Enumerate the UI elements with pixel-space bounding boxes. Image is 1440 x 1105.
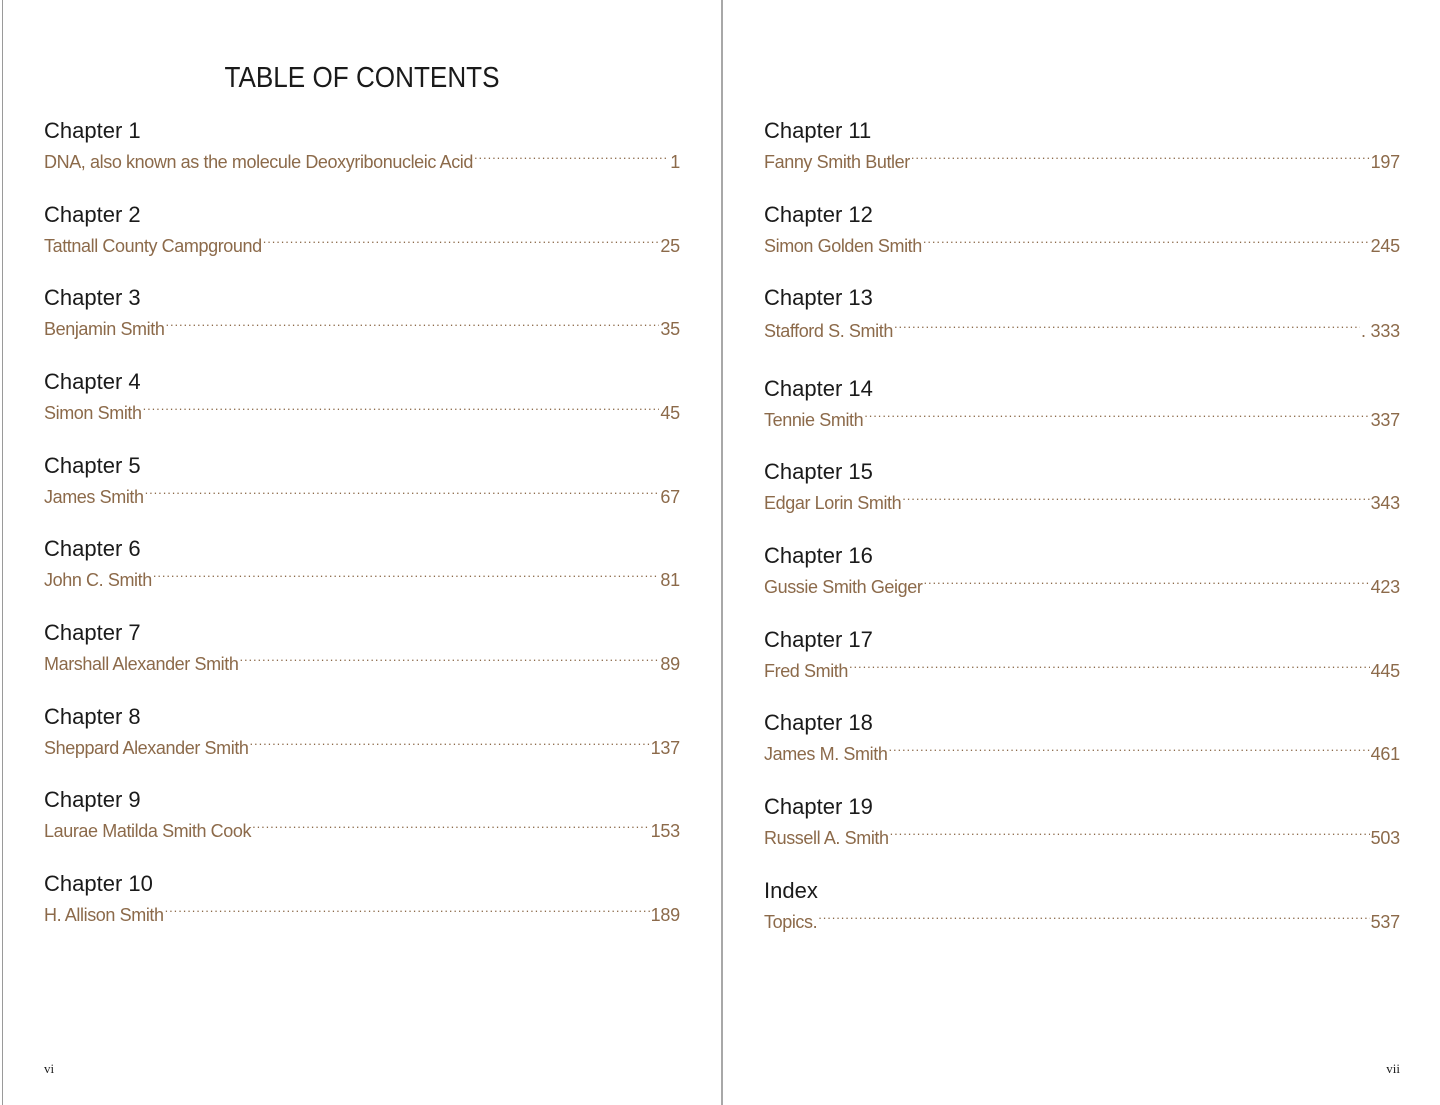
chapter-title: Russell A. Smith xyxy=(764,828,889,848)
page-number: 137 xyxy=(650,738,680,758)
toc-entry xyxy=(44,285,680,340)
dot-leader xyxy=(153,564,660,586)
dot-leader xyxy=(818,906,1369,928)
chapter-label: Chapter 13 xyxy=(764,285,873,310)
page-number: 153 xyxy=(650,821,680,841)
chapter-label: Chapter 9 xyxy=(44,787,141,812)
chapter-label: Chapter 5 xyxy=(44,453,141,478)
page-number: 245 xyxy=(1370,236,1400,256)
dot-leader xyxy=(145,481,660,503)
chapter-title: Benjamin Smith xyxy=(44,319,165,339)
chapter-label: Chapter 10 xyxy=(44,871,153,896)
chapter-label: Chapter 17 xyxy=(764,627,873,652)
chapter-title: Fred Smith xyxy=(764,661,849,681)
dot-leader xyxy=(165,899,650,921)
chapter-label: Chapter 7 xyxy=(44,620,141,645)
toc-entry-line[interactable] xyxy=(44,899,680,926)
page-number: 81 xyxy=(660,570,680,590)
toc-entry xyxy=(44,787,680,842)
toc-entry-line[interactable] xyxy=(764,404,1400,431)
chapter-title: H. Allison Smith xyxy=(44,905,164,925)
toc-entry xyxy=(44,620,680,675)
toc-entry-line[interactable] xyxy=(764,655,1400,682)
page-number: . 333 xyxy=(1360,321,1400,341)
toc-entry-line[interactable] xyxy=(764,315,1400,342)
toc-entry-line[interactable] xyxy=(44,732,680,759)
dot-leader xyxy=(923,230,1370,252)
dot-leader xyxy=(250,732,650,754)
page-folio: vii xyxy=(1386,1061,1400,1076)
toc-entry-line[interactable] xyxy=(764,906,1400,933)
page-number: 89 xyxy=(660,654,680,674)
toc-entry-line[interactable] xyxy=(44,397,680,424)
chapter-label: Chapter 15 xyxy=(764,459,873,484)
toc-entry xyxy=(44,453,680,508)
toc-entry xyxy=(764,459,1400,514)
page-number: 537 xyxy=(1370,912,1400,932)
chapter-title: Tennie Smith xyxy=(764,410,864,430)
chapter-title: Simon Smith xyxy=(44,403,142,423)
toc-entry xyxy=(44,118,680,173)
dot-leader xyxy=(474,146,669,168)
dot-leader xyxy=(923,571,1369,593)
dot-leader xyxy=(849,655,1370,677)
toc-entry xyxy=(764,878,1400,933)
toc-entry-line[interactable] xyxy=(764,738,1400,765)
chapter-title: Simon Golden Smith xyxy=(764,236,922,256)
dot-leader xyxy=(263,230,660,252)
chapter-title: John C. Smith xyxy=(44,570,152,590)
chapter-label: Chapter 6 xyxy=(44,536,141,561)
chapter-label: Chapter 14 xyxy=(764,376,873,401)
chapter-title: Stafford S. Smith xyxy=(764,321,893,341)
toc-heading: TABLE OF CONTENTS xyxy=(224,62,500,94)
page-number: 337 xyxy=(1370,410,1400,430)
toc-entry-line[interactable] xyxy=(44,648,680,675)
toc-entry-line[interactable] xyxy=(764,487,1400,514)
chapter-label: Chapter 2 xyxy=(44,202,141,227)
chapter-title: James M. Smith xyxy=(764,744,888,764)
toc-entry xyxy=(44,704,680,759)
chapter-label: Chapter 8 xyxy=(44,704,141,729)
page-number: 445 xyxy=(1370,661,1400,681)
dot-leader xyxy=(890,822,1370,844)
dot-leader xyxy=(894,315,1360,337)
page-number: 343 xyxy=(1370,493,1400,513)
toc-entry xyxy=(764,285,1400,342)
chapter-label: Chapter 18 xyxy=(764,710,873,735)
page-number: 67 xyxy=(660,487,680,507)
toc-entry-line[interactable] xyxy=(44,230,680,257)
page-number: 197 xyxy=(1370,152,1400,172)
chapter-title: Edgar Lorin Smith xyxy=(764,493,902,513)
dot-leader xyxy=(252,815,649,837)
toc-entry xyxy=(764,794,1400,849)
page-number: 503 xyxy=(1370,828,1400,848)
toc-entry xyxy=(764,627,1400,682)
chapter-title: Sheppard Alexander Smith xyxy=(44,738,249,758)
chapter-title: Gussie Smith Geiger xyxy=(764,577,923,597)
page-number: 1 xyxy=(670,152,680,172)
toc-entry-line[interactable] xyxy=(764,230,1400,257)
page-number: 461 xyxy=(1370,744,1400,764)
toc-entry xyxy=(764,118,1400,173)
toc-entry-line[interactable] xyxy=(44,146,680,173)
page-number: 35 xyxy=(660,319,680,339)
page-number: 423 xyxy=(1370,577,1400,597)
toc-entry-line[interactable] xyxy=(764,822,1400,849)
toc-entry-line[interactable] xyxy=(44,815,680,842)
toc-entry-line[interactable] xyxy=(44,564,680,591)
chapter-title: Topics. xyxy=(764,912,818,932)
page-number: 45 xyxy=(660,403,680,423)
dot-leader xyxy=(240,648,660,670)
chapter-label: Chapter 19 xyxy=(764,794,873,819)
book-gutter xyxy=(721,0,723,1105)
left-page xyxy=(44,0,680,1105)
dot-leader xyxy=(864,404,1369,426)
chapter-title: DNA, also known as the molecule Deoxyribonucleic Acid xyxy=(44,152,474,172)
page-number: 25 xyxy=(660,236,680,256)
chapter-label: Chapter 16 xyxy=(764,543,873,568)
dot-leader xyxy=(165,313,659,335)
toc-entry-line[interactable] xyxy=(764,571,1400,598)
dot-leader xyxy=(911,146,1370,168)
toc-entry-line[interactable] xyxy=(44,313,680,340)
dot-leader xyxy=(143,397,660,419)
toc-entry-line[interactable] xyxy=(764,146,1400,173)
chapter-label: Chapter 3 xyxy=(44,285,141,310)
toc-entry xyxy=(764,202,1400,257)
toc-entry xyxy=(764,376,1400,431)
chapter-title: Marshall Alexander Smith xyxy=(44,654,239,674)
toc-entry-line[interactable] xyxy=(44,481,680,508)
toc-entry xyxy=(44,536,680,591)
chapter-label: Chapter 12 xyxy=(764,202,873,227)
toc-entry xyxy=(44,202,680,257)
page-edge xyxy=(2,0,3,1105)
chapter-title: Fanny Smith Butler xyxy=(764,152,910,172)
index-label: Index xyxy=(764,878,818,903)
dot-leader xyxy=(888,738,1369,760)
toc-entry xyxy=(44,871,680,926)
chapter-title: James Smith xyxy=(44,487,144,507)
chapter-label: Chapter 4 xyxy=(44,369,141,394)
chapter-title: Laurae Matilda Smith Cook xyxy=(44,821,252,841)
chapter-label: Chapter 11 xyxy=(764,118,872,143)
chapter-title: Tattnall County Campground xyxy=(44,236,262,256)
dot-leader xyxy=(902,487,1369,509)
page-number: 189 xyxy=(650,905,680,925)
chapter-label: Chapter 1 xyxy=(44,118,141,143)
right-page xyxy=(764,0,1400,1105)
toc-entry xyxy=(764,543,1400,598)
toc-entry xyxy=(44,369,680,424)
toc-entry xyxy=(764,710,1400,765)
page-folio: vi xyxy=(44,1061,55,1076)
